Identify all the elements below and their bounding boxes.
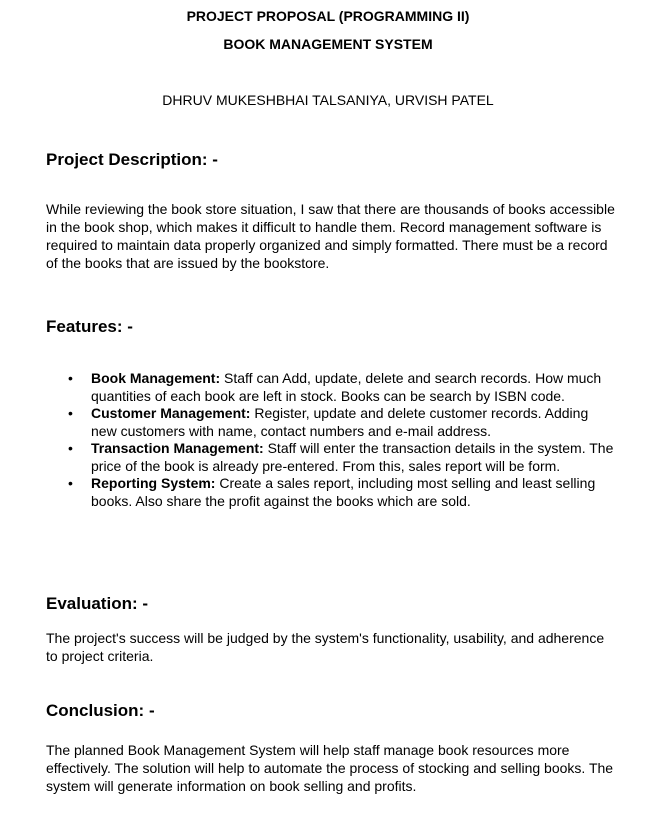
conclusion-heading: Conclusion: -	[46, 701, 155, 720]
document-subtitle: BOOK MANAGEMENT SYSTEM	[223, 36, 433, 52]
list-item	[46, 440, 616, 475]
feature-text: Register, update and delete customer records. Adding new customers with name, contact numbers and e-mail address.	[91, 405, 589, 439]
features-list	[46, 370, 616, 510]
feature-label: Book Management:	[91, 370, 221, 386]
list-item	[46, 405, 616, 440]
feature-text: Create a sales report, including most selling and least selling books. Also share the profit against the books which are sold.	[91, 475, 596, 509]
list-item	[46, 475, 616, 510]
list-item	[46, 370, 616, 405]
feature-text: Staff can Add, update, delete and search records. How much quantities of each book are left in stock. Books can be search by ISBN code.	[91, 370, 602, 404]
conclusion-text: The planned Book Management System will help staff manage book resources more effectively. The solution will help to automate the process of stocking and selling books. The system will generate information on book selling and profits.	[46, 742, 614, 794]
bullet-icon: •	[68, 440, 73, 456]
evaluation-heading: Evaluation: -	[46, 594, 149, 613]
features-heading: Features: -	[46, 317, 133, 336]
bullet-icon: •	[68, 405, 73, 421]
feature-text: Staff will enter the transaction details in the system. The price of the book is already pre-entered. From this, sales report will be form.	[91, 440, 614, 474]
description-heading: Project Description: -	[46, 150, 218, 169]
authors: DHRUV MUKESHBHAI TALSANIYA, URVISH PATEL	[162, 92, 494, 108]
feature-label: Customer Management:	[91, 405, 251, 421]
bullet-icon: •	[68, 475, 73, 491]
evaluation-text: The project's success will be judged by the system's functionality, usability, and adherence to project criteria.	[46, 630, 605, 664]
document-title: PROJECT PROPOSAL (PROGRAMMING II)	[186, 8, 470, 24]
bullet-icon: •	[68, 370, 73, 386]
description-text: While reviewing the book store situation, I saw that there are thousands of books accessible in the book shop, which makes it difficult to handle them. Record management software is required to maintain data properly organized and simply formatted. There must be a record of the books that are issued by the bookstore.	[46, 201, 615, 271]
feature-label: Transaction Management:	[91, 440, 264, 456]
feature-label: Reporting System:	[91, 475, 216, 491]
